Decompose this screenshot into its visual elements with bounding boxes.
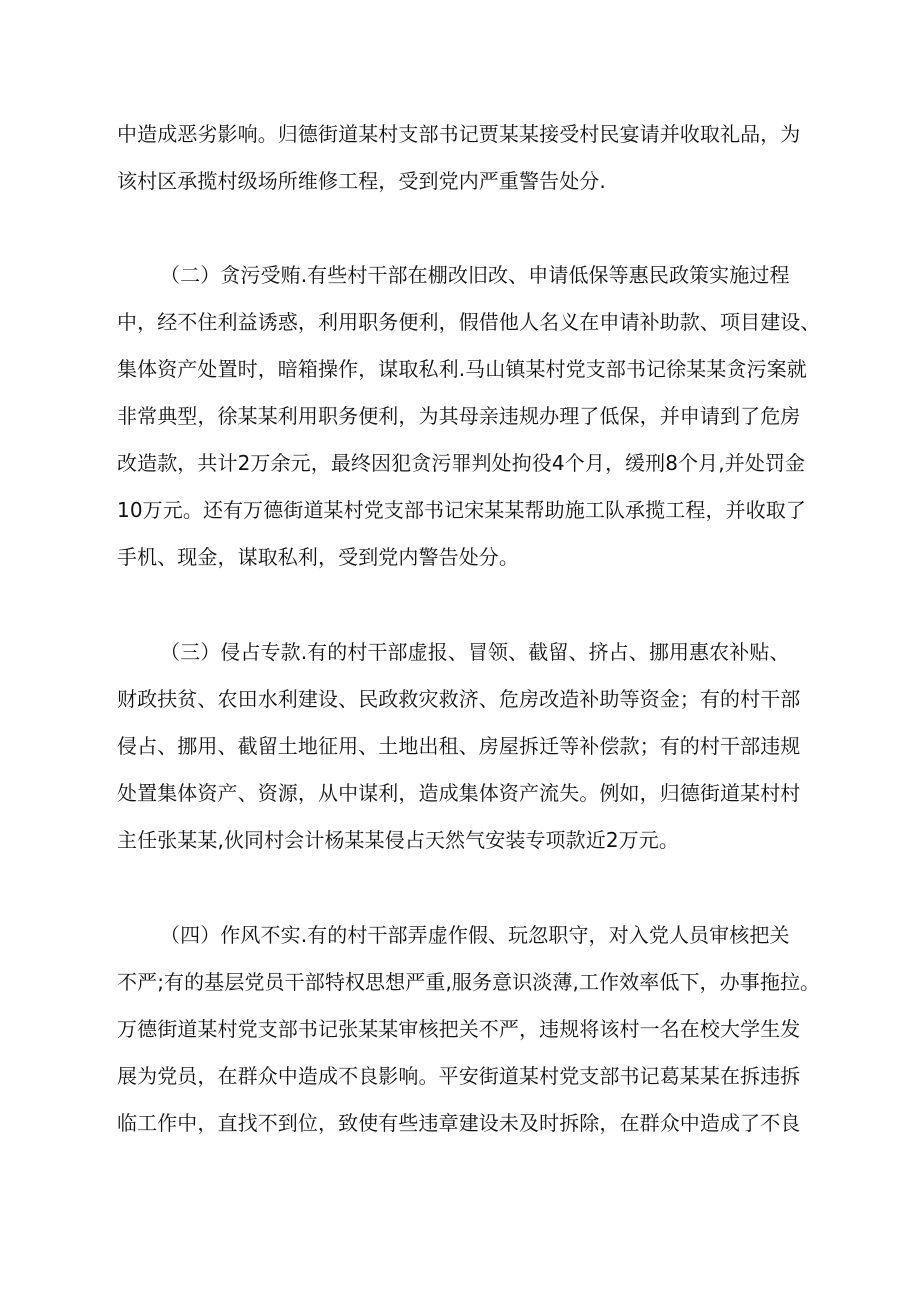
text-line: 财政扶贫、农田水利建设、民政救灾救济、危房改造补助等资金；有的村干部 bbox=[117, 687, 801, 711]
text-line: 临工作中，直找不到位，致使有些违章建设未及时拆除，在群众中造成了不良 bbox=[117, 1111, 801, 1135]
text-line: 万德街道某村党支部书记张某某审核把关不严，违规将该村一名在校大学生发 bbox=[117, 1017, 801, 1041]
text-line: 主任张某某,伙同村会计杨某某侵占天然气安装专项款近2万元。 bbox=[117, 828, 679, 852]
section-heading-line: （二）贪污受贿.有些村干部在棚改旧改、申请低保等惠民政策实施过程 bbox=[160, 263, 790, 287]
text-line: 手机、现金，谋取私利，受到党内警告处分。 bbox=[117, 545, 519, 569]
text-line: 处置集体资产、资源，从中谋利，造成集体资产流失。例如，归德街道某村村 bbox=[117, 781, 801, 805]
text-line: 不严;有的基层党员干部特权思想严重,服务意识淡薄,工作效率低下，办事拖拉。 bbox=[117, 970, 821, 994]
text-line: 中，经不住利益诱惑，利用职务便利，假借他人名义在申请补助款、项目建设、 bbox=[117, 310, 821, 334]
text-line: 侵占、挪用、截留土地征用、土地出租、房屋拆迁等补偿款；有的村干部违规 bbox=[117, 734, 801, 758]
text-line: 展为党员，在群众中造成不良影响。平安街道某村党支部书记葛某某在拆违拆 bbox=[117, 1064, 801, 1088]
text-line: 10万元。还有万德街道某村党支部书记宋某某帮助施工队承揽工程，并收取了 bbox=[117, 498, 806, 522]
section-heading-line: （三）侵占专款.有的村干部虚报、冒领、截留、挤占、挪用惠农补贴、 bbox=[160, 640, 790, 664]
text-line: 集体资产处置时，暗箱操作，谋取私利.马山镇某村党支部书记徐某某贪污案就 bbox=[117, 357, 807, 381]
text-line: 非常典型，徐某某利用职务便利，为其母亲违规办理了低保，并申请到了危房 bbox=[117, 404, 801, 428]
text-line: 改造款，共计2万余元，最终因犯贪污罪判处拘役4个月，缓刑8个月,并处罚金 bbox=[117, 451, 806, 475]
section-heading-line: （四）作风不实.有的村干部弄虚作假、玩忽职守，对入党人员审核把关 bbox=[160, 923, 790, 947]
text-line: 该村区承揽村级场所维修工程，受到党内严重警告处分. bbox=[117, 169, 606, 193]
text-line: 中造成恶劣影响。归德街道某村支部书记贾某某接受村民宴请并收取礼品，为 bbox=[117, 122, 801, 146]
